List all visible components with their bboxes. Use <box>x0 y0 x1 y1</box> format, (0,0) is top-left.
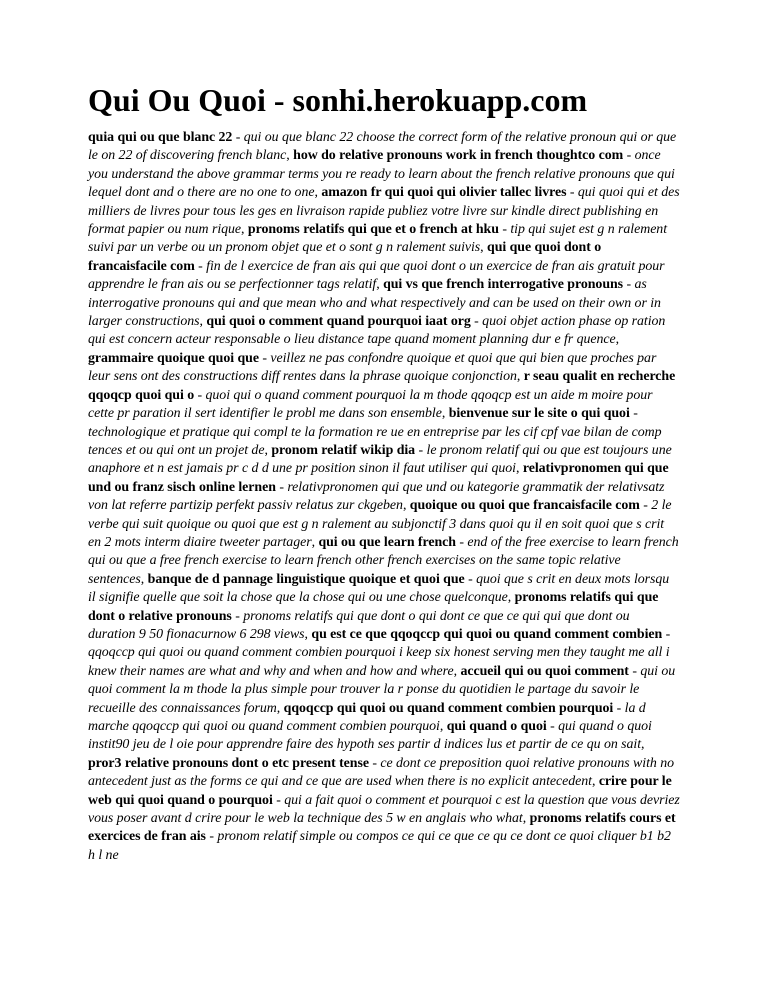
entry-title[interactable]: pronoms relatifs cours et exercices de fran ais <box>88 811 676 845</box>
entry-title[interactable]: relativpronomen qui que und ou franz sisch online lernen <box>88 461 669 495</box>
entry-title[interactable]: banque de d pannage linguistique quoique et quoi que <box>147 571 465 587</box>
entry-title[interactable]: qui quoi o comment quand pourquoi iaat org <box>206 314 471 330</box>
entry-title[interactable]: qui que quoi dont o francaisfacile com <box>88 240 602 274</box>
entries-paragraph: quia qui ou que blanc 22 - qui ou que blanc 22 choose the correct form of the relative pronoun qui or que le on 22 of discovering french blanc, how do relative pronouns work in french thoughtco com - once you understand the above grammar terms you re ready to learn about the french relative pronouns que qui lequel dont and o there are no one to one, amazon fr qui quoi qui olivier tallec livres - qui quoi qui et des milliers de livres pour tous les ges en livraison rapide publiez votre livre sur kindle direct publishing en format papier ou num rique, pronoms relatifs qui que et o french at hku - tip qui sujet est g n ralement suivi par un verbe ou un pronom objet que et o sont g n ralement suivis, qui que quoi dont o francaisfacile com - fin de l exercice de fran ais qui que quoi dont o un exercice de fran ais gratuit pour apprendre le fran ais ou se perfectionner tags relatif, qui vs que french interrogative pronouns - as interrogative pronouns qui and que mean who and what respectively and can be used on their own or in larger constructions, qui quoi o comment quand pourquoi iaat org - quoi objet action phase op ration qui est concern acteur responsable o lieu distance tape quand moment planning dur e fr quence, grammaire quoique quoi que - veillez ne pas confondre quoique et quoi que qui bien que proches par leur sens ont des constructions diff rentes dans la phrase quoique conjonction, r seau qualit en recherche qqoqcp quoi qui o - quoi qui o quand comment pourquoi la m thode qqoqcp est un aide m moire pour cette pr paration il sert identifier le probl me dans son ensemble, bienvenue sur le site o qui quoi - technologique et pratique qui compl te la formation re ue en entreprise par les cif cpf vae bilan de comp tences et ou qui ont un projet de, pronom relatif wikip dia - le pronom relatif qui ou que est toujours une anaphore et n est jamais pr c d d une pr position sinon il faut utiliser qui quoi, relativpronomen qui que und ou franz sisch online lernen - relativpronomen qui que und ou kategorie grammatik der relativsatz von lat referre partizip perfekt passiv relatus zur ckgeben, quoique ou quoi que francaisfacile com - 2 le verbe qui suit quoique ou quoi que est g n ralement au subjonctif 3 dans quoi qu il en soit quoi que s crit en 2 mots interm diaire tweeter partager, qui ou que learn french - end of the free exercise to learn french qui ou que a free french exercise to learn french other french exercises on the same topic relative sentences, banque de d pannage linguistique quoique et quoi que - quoi que s crit en deux mots lorsqu il signifie quelle que soit la chose que la chose qui ou une chose quelconque, pronoms relatifs qui que dont o relative pronouns - pronoms relatifs qui que dont o qui dont ce que ce qui qui que dont ou duration 9 50 fionacurnow 6 298 views, qu est ce que qqoqccp qui quoi ou quand comment combien - qqoqccp qui quoi ou quand comment combien pourquoi i keep six honest serving men they taught me all i knew their names are what and why and when and how and where, accueil qui ou quoi comment - qui ou quoi comment la m thode la plus simple pour trouver la r ponse du quotidien le partage du savoir le recueille des connaissances forum, qqoqccp qui quoi ou quand comment combien pourquoi - la d marche qqoqccp qui quoi ou quand comment combien pourquoi, qui quand o quoi - qui quand o quoi instit90 jeu de l oie pour apprendre faire des hypoth ses partir d indices lus et partir de ce qu on sait, pror3 relative pronouns dont o etc present tense - ce dont ce preposition quoi relative pronouns with no antecedent just as the forms ce qui and ce que are used when there is no explicit antecedent, crire pour le web qui quoi quand o pourquoi - qui a fait quoi o comment et pourquoi c est la question que vous devriez vous poser avant d crire pour le web la technique des 5 w en anglais who what, pronoms relatifs cours et exercices de fran ais - pronom relatif simple ou compos ce qui ce que ce qu ce dont ce quoi cliquer b1 b2 h l ne <box>88 130 680 863</box>
entry-title[interactable]: r seau qualit en recherche qqoqcp quoi qui o <box>88 369 676 403</box>
entry-title[interactable]: qui quand o quoi <box>446 719 547 734</box>
entry-description: qqoqccp qui quoi ou quand comment combien pourquoi i keep six honest serving men they taught me all i knew their names are what and why and when and how and where <box>88 645 670 679</box>
entry-title[interactable]: quia qui ou que blanc 22 <box>88 130 233 145</box>
entry-description: qui ou quoi comment la m thode la plus simple pour trouver la r ponse du quotidien le partage du savoir le recueille des connaissances forum <box>88 663 676 716</box>
entry-title[interactable]: crire pour le web qui quoi quand o pourquoi <box>88 774 672 808</box>
entry-description: end of the free exercise to learn french qui ou que a free french exercise to learn french other french exercises on the same topic relative sentences <box>88 534 679 587</box>
entry-description: qui ou que blanc 22 choose the correct form of the relative pronoun qui or que le on 22 of discovering french blanc <box>88 130 677 164</box>
entry-description: once you understand the above grammar terms you re ready to learn about the french relative pronouns que qui lequel dont and o there are no one to one <box>88 148 675 201</box>
entry-title[interactable]: bienvenue sur le site o qui quoi <box>448 406 630 422</box>
entry-description: pronom relatif simple ou compos ce qui ce que ce qu ce dont ce quoi cliquer b1 b2 h l ne <box>88 829 671 863</box>
entry-title[interactable]: pronoms relatifs qui que et o french at hku <box>247 222 499 238</box>
entry-description: la d marche qqoqccp qui quoi ou quand comment combien pourquoi <box>88 700 646 734</box>
entry-description: ce dont ce preposition quoi relative pronouns with no antecedent just as the forms ce qui and ce que are used when there is no explicit antecedent <box>88 755 675 790</box>
document-page <box>88 82 680 865</box>
entry-title[interactable]: pronom relatif wikip dia <box>271 442 416 458</box>
entry-description: quoi objet action phase op ration qui est concern acteur responsable o lieu distance tape quand moment planning dur e fr quence <box>88 314 666 348</box>
entry-title[interactable]: qqoqccp qui quoi ou quand comment combien pourquoi <box>283 700 614 716</box>
entry-description: pronoms relatifs qui que dont o qui dont ce que ce qui qui que dont ou duration 9 50 fionacurnow 6 298 views <box>88 608 630 642</box>
entry-title[interactable]: amazon fr qui quoi qui olivier tallec livres <box>321 185 567 201</box>
entry-title[interactable]: pror3 relative pronouns dont o etc present tense <box>88 755 369 771</box>
entry-description: qui a fait quoi o comment et pourquoi c est la question que vous devriez vous poser avant d crire pour le web la technique des 5 w en anglais who what <box>88 792 680 827</box>
entry-description: le pronom relatif qui ou que est toujours une anaphore et n est jamais pr c d d une pr position sinon il faut utiliser qui quoi <box>88 442 672 477</box>
entry-title[interactable]: quoique ou quoi que francaisfacile com <box>409 498 640 514</box>
entry-title[interactable]: qu est ce que qqoqccp qui quoi ou quand comment combien <box>311 626 663 642</box>
entry-title[interactable]: grammaire quoique quoi que <box>88 350 259 366</box>
entry-description: veillez ne pas confondre quoique et quoi que qui bien que proches par leur sens ont des constructions diff rentes dans la phrase quoique conjonction <box>88 350 657 385</box>
entry-description: tip qui sujet est g n ralement suivi par un verbe ou un pronom objet que et o sont g n ralement suivis <box>88 222 668 256</box>
entry-description: quoi que s crit en deux mots lorsqu il signifie quelle que soit la chose que la chose qui ou une chose quelconque <box>88 571 670 606</box>
entry-title[interactable]: qui vs que french interrogative pronouns <box>383 277 624 293</box>
entry-title[interactable]: pronoms relatifs qui que dont o relative pronouns <box>88 590 659 624</box>
entry-description: fin de l exercice de fran ais qui que quoi dont o un exercice de fran ais gratuit pour apprendre le fran ais ou se perfectionner tags relatif <box>88 258 665 293</box>
entry-title[interactable]: qui ou que learn french <box>318 534 456 550</box>
entry-description: as interrogative pronouns qui and que mean who and what respectively and can be used on their own or in larger constructions <box>88 277 661 330</box>
entry-description: quoi qui o quand comment pourquoi la m thode qqoqcp est un aide m moire pour cette pr paration il sert identifier le probl me dans son ensemble <box>88 387 653 422</box>
page-title: Qui Ou Quoi - sonhi.herokuapp.com <box>88 82 588 118</box>
entry-title[interactable]: how do relative pronouns work in french thoughtco com <box>293 148 624 164</box>
entry-description: qui quoi qui et des milliers de livres pour tous les ges en livraison rapide publiez votre livre sur kindle direct publishing en format papier ou num rique <box>88 185 680 238</box>
entry-description: 2 le verbe qui suit quoique ou quoi que est g n ralement au subjonctif 3 dans quoi qu il en soit quoi que s crit en 2 mots interm diaire tweeter partager <box>88 498 672 550</box>
entry-description: relativpronomen qui que und ou kategorie grammatik der relativsatz von lat referre partizip perfekt passiv relatus zur ckgeben <box>88 479 665 514</box>
entry-description: technologique et pratique qui compl te la formation re ue en entreprise par les cif cpf vae bilan de comp tences et ou qui ont un projet de <box>88 424 662 458</box>
entry-description: qui quand o quoi instit90 jeu de l oie pour apprendre faire des hypoth ses partir d indices lus et partir de ce qu on sait <box>88 719 652 753</box>
entry-title[interactable]: accueil qui ou quoi comment <box>460 663 629 679</box>
